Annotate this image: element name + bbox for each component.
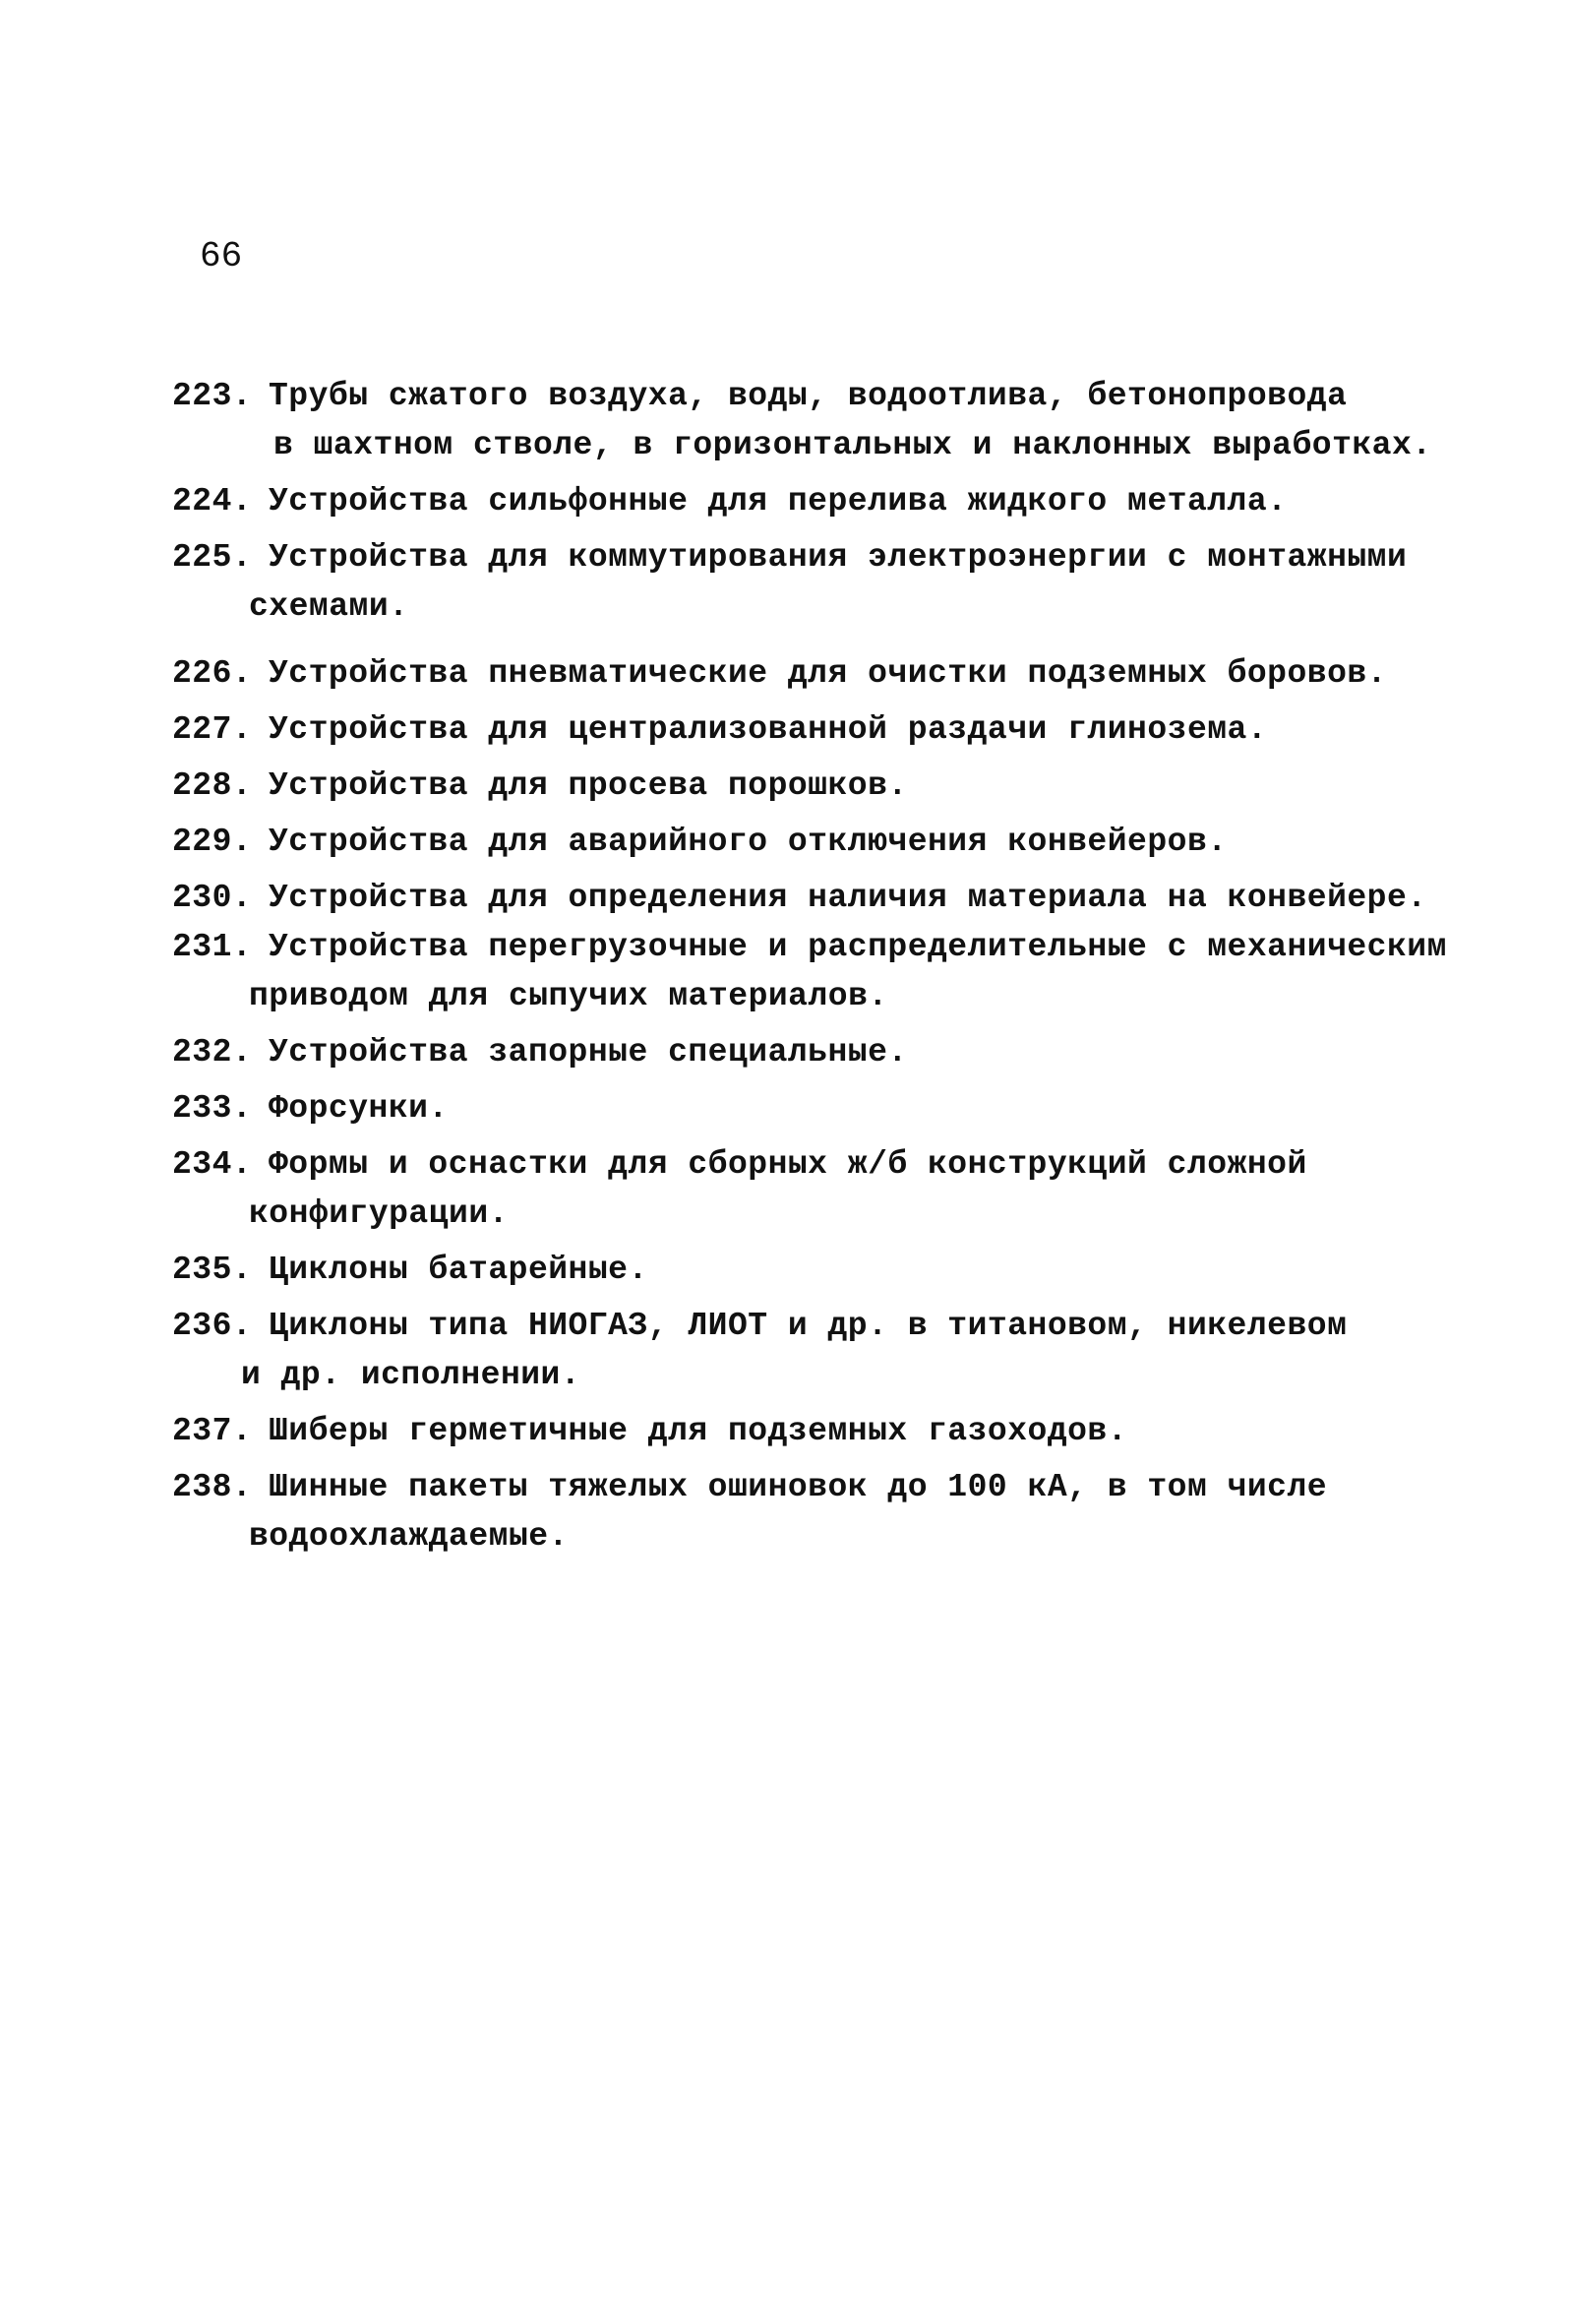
item-number: 233.	[172, 1090, 253, 1127]
list-item	[172, 923, 1510, 1021]
item-text: Циклоны типа НИОГАЗ, ЛИОТ и др. в титановом, никелевом	[269, 1308, 1348, 1344]
item-text: Форсунки.	[269, 1090, 449, 1127]
item-text-continuation: приводом для сыпучих материалов.	[249, 978, 888, 1014]
list-item	[172, 372, 1510, 470]
item-number: 223.	[172, 378, 253, 414]
list-item	[172, 705, 1510, 755]
item-text: Трубы сжатого воздуха, воды, водоотлива, бетонопровода	[269, 378, 1348, 414]
list-item	[172, 477, 1510, 526]
item-text: Шиберы герметичные для подземных газоходов.	[269, 1413, 1128, 1449]
item-text: Устройства для коммутирования электроэнергии с монтажными	[269, 539, 1408, 576]
list-item	[172, 1302, 1510, 1400]
item-text: Устройства для аварийного отключения конвейеров.	[269, 824, 1228, 860]
list-item	[172, 1463, 1510, 1561]
list-item	[172, 1140, 1510, 1239]
item-number: 225.	[172, 539, 253, 576]
item-number: 227.	[172, 711, 253, 748]
item-number: 234.	[172, 1146, 253, 1183]
item-text: Устройства для централизованной раздачи глинозема.	[269, 711, 1268, 748]
list-item	[172, 649, 1510, 699]
item-text: Шинные пакеты тяжелых ошиновок до 100 кА, в том числе	[269, 1469, 1328, 1505]
list-item	[172, 1407, 1510, 1456]
item-number: 237.	[172, 1413, 253, 1449]
item-number: 228.	[172, 767, 253, 804]
list-item	[172, 762, 1510, 811]
item-number: 226.	[172, 655, 253, 692]
item-text: Формы и оснастки для сборных ж/б конструкций сложной	[269, 1146, 1307, 1183]
item-text-continuation: конфигурации.	[249, 1195, 509, 1232]
list-item	[172, 533, 1510, 632]
item-text: Устройства сильфонные для перелива жидкого металла.	[269, 483, 1288, 520]
item-number: 235.	[172, 1252, 253, 1288]
page-number: 66	[200, 236, 243, 276]
item-text: Устройства для определения наличия материала на конвейере.	[269, 880, 1427, 916]
item-number: 229.	[172, 824, 253, 860]
item-text-continuation: водоохлаждаемые.	[249, 1518, 569, 1555]
item-text-continuation: в шахтном стволе, в горизонтальных и наклонных выработках.	[273, 427, 1432, 463]
list-item	[172, 874, 1510, 923]
item-text-continuation: схемами.	[249, 588, 409, 625]
item-text: Устройства перегрузочные и распределительные с механическим	[269, 929, 1447, 965]
list-item	[172, 1028, 1510, 1077]
list-item	[172, 818, 1510, 867]
item-text: Циклоны батарейные.	[269, 1252, 648, 1288]
item-number: 230.	[172, 880, 253, 916]
item-number: 224.	[172, 483, 253, 520]
item-number: 231.	[172, 929, 253, 965]
item-number: 236.	[172, 1308, 253, 1344]
list-item	[172, 1246, 1510, 1295]
list-item	[172, 1084, 1510, 1133]
item-number: 238.	[172, 1469, 253, 1505]
item-text: Устройства для просева порошков.	[269, 767, 908, 804]
entries-list	[172, 372, 1510, 1561]
item-text-continuation: и др. исполнении.	[241, 1357, 581, 1393]
item-number: 232.	[172, 1034, 253, 1070]
item-text: Устройства пневматические для очистки подземных боровов.	[269, 655, 1387, 692]
item-text: Устройства запорные специальные.	[269, 1034, 908, 1070]
